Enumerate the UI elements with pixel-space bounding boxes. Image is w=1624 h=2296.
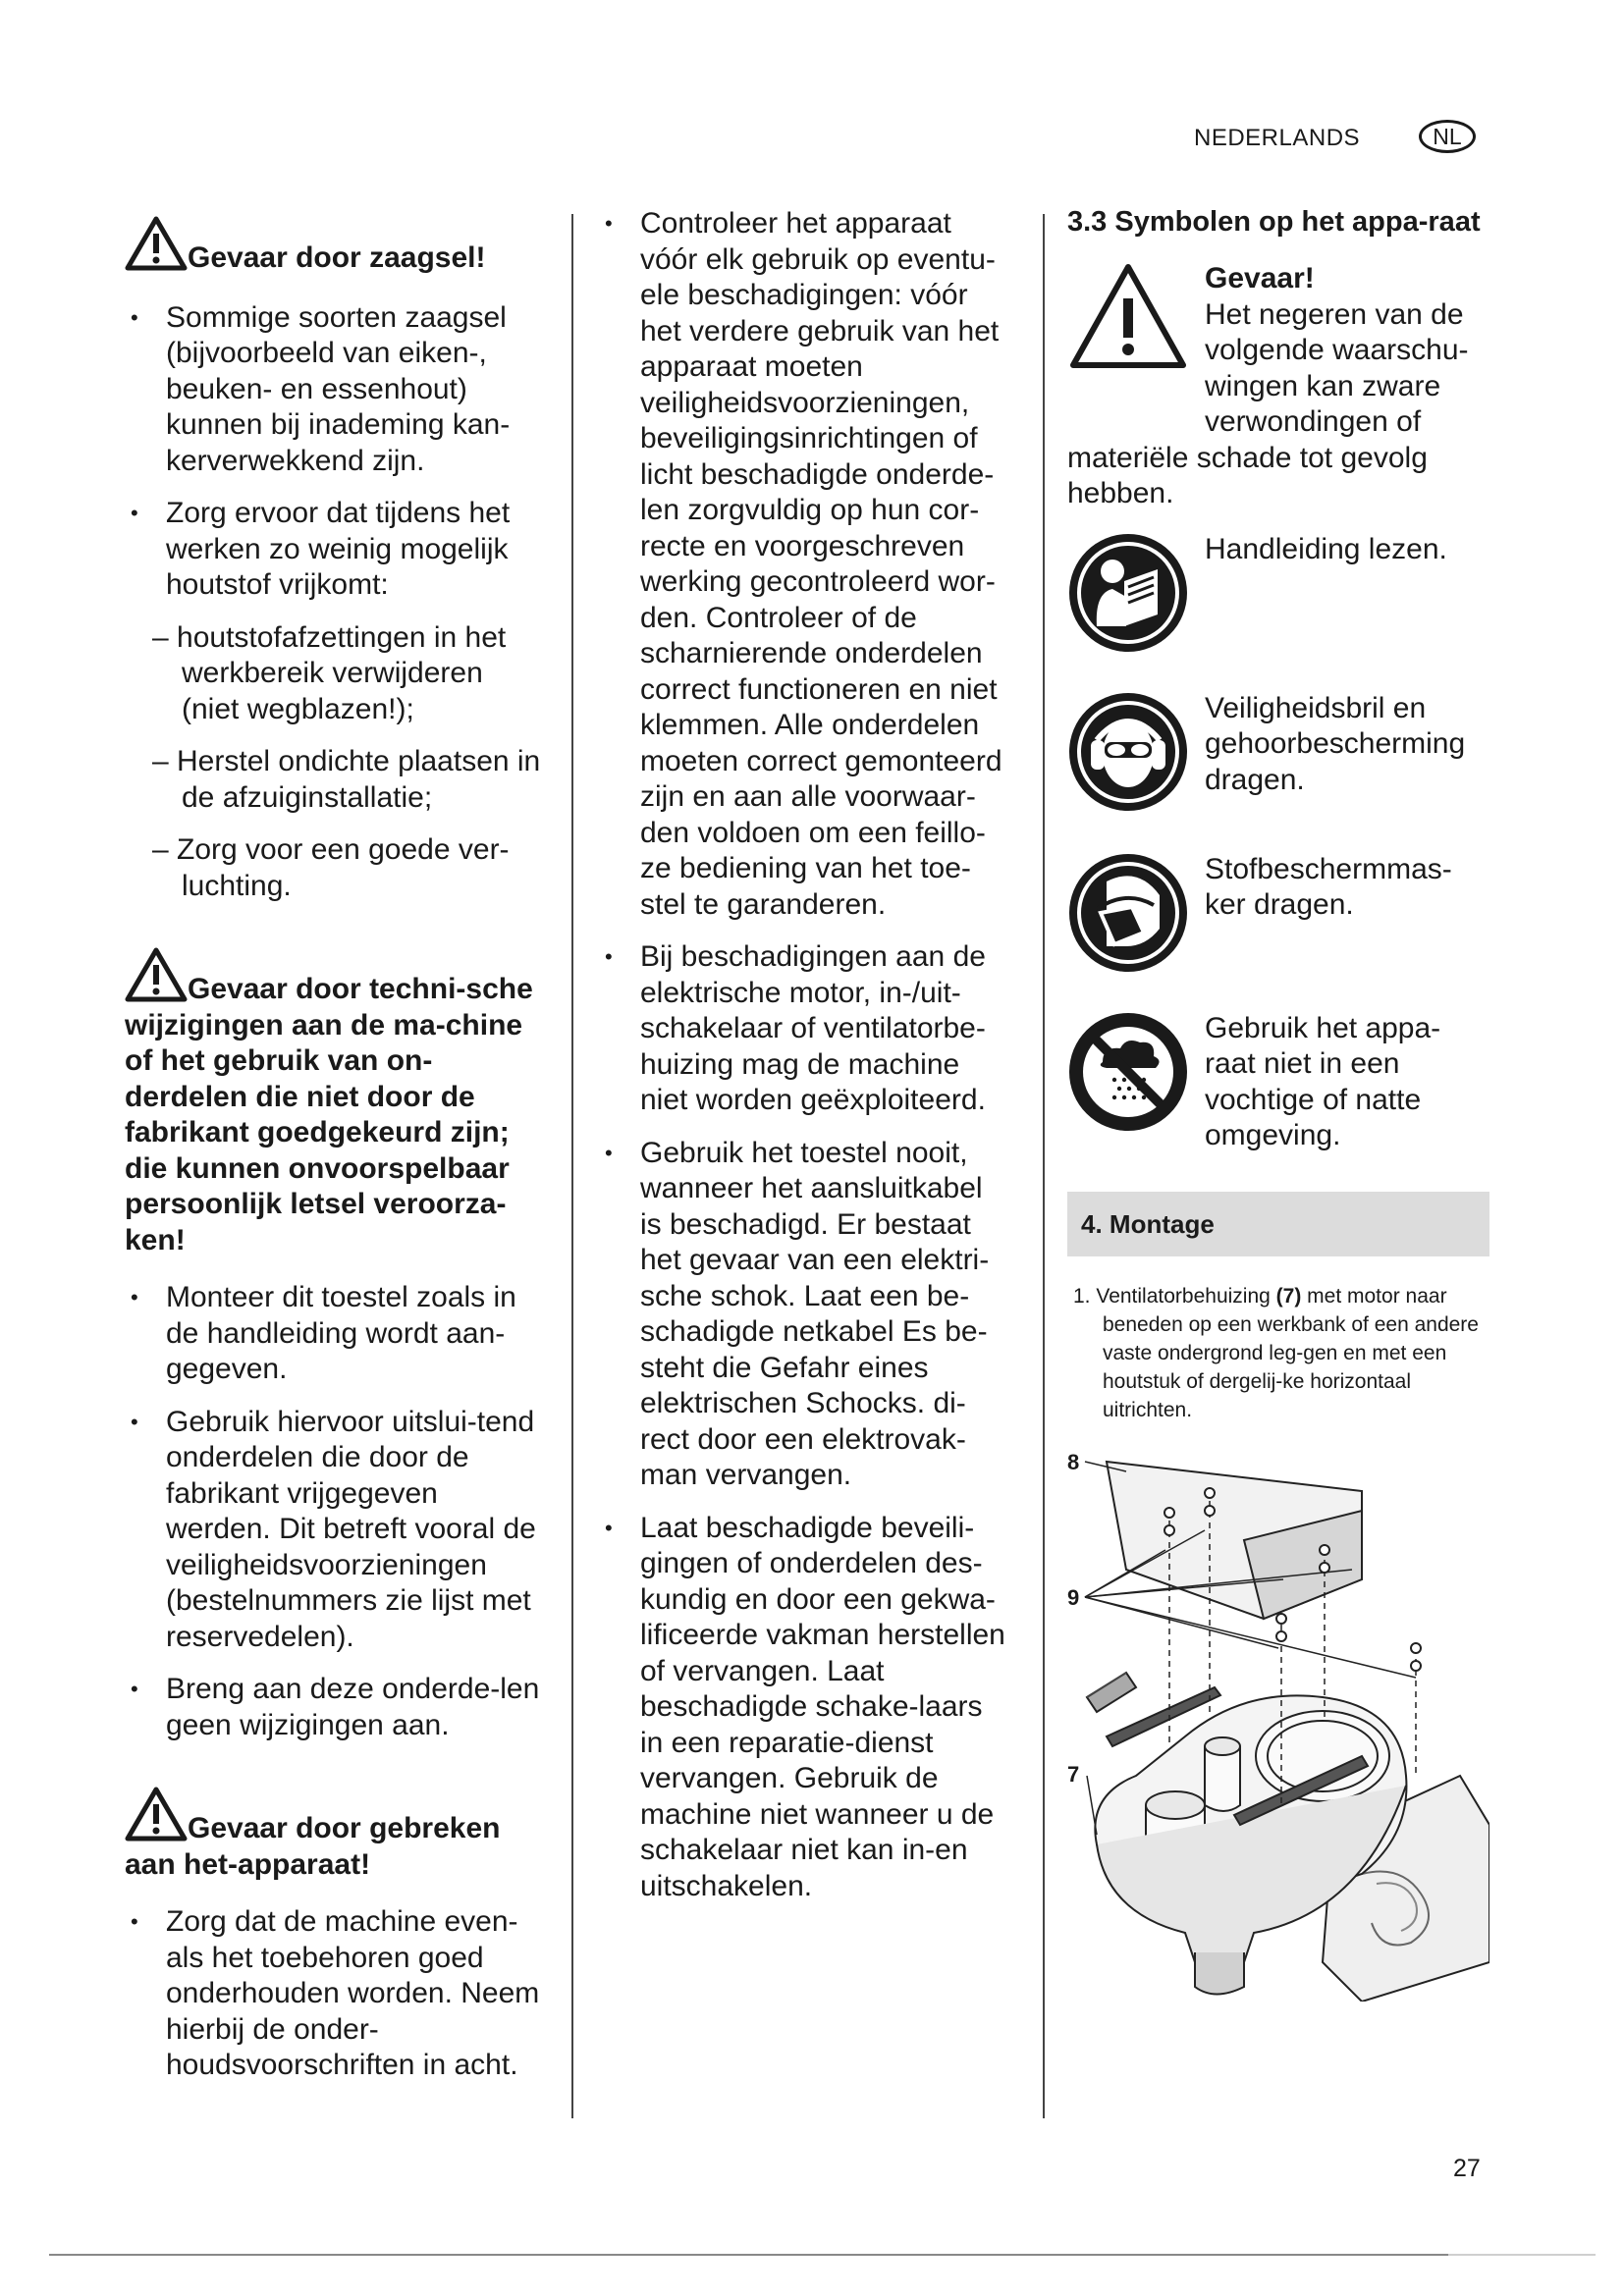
column-3	[1067, 206, 1489, 2002]
list-item: • Gebruik hiervoor uitslui-tend onderdelen die door de fabrikant vrijgegeven werden. Dit betreft vooral de veiligheidsvoorzieningen (bestelnummers zie lijst met reservedelen).	[125, 1405, 547, 1656]
warning-heading-modifications	[125, 947, 547, 1258]
dash-item: – houtstofafzettingen in het werkbereik verwijderen (niet wegblazen!);	[152, 620, 507, 725]
symbol-text: Handleiding lezen.	[1205, 532, 1447, 565]
warning-triangle-icon	[125, 216, 188, 271]
danger-title: Gevaar!	[1205, 262, 1315, 294]
list-item: • Sommige soorten zaagsel (bijvoorbeeld van eiken-, beuken- en essenhout) kunnen bij inademing kan-kerverwekkend zijn.	[125, 300, 547, 480]
warning-heading-sawdust	[125, 216, 547, 277]
step-prefix: 1. Ventilatorbehuizing	[1073, 1284, 1271, 1308]
symbol-row	[1067, 691, 1489, 813]
list-item: • Zorg ervoor dat tijdens het werken zo weinig mogelijk houtstof vrijkomt:	[125, 496, 547, 604]
language-badge: NL	[1419, 120, 1476, 153]
danger-text-continued: materiële schade tot gevolg hebben.	[1067, 441, 1428, 509]
dash-list	[125, 620, 547, 905]
manual-icon	[1067, 532, 1189, 654]
defects-list	[125, 1904, 547, 2084]
list-item: • Controleer het apparaat vóór elk gebruik op eventu-ele beschadigingen: vóór het verdere gebruik van het apparaat moeten veiligheidsvoorzieningen, beveiligingsinrichtingen of licht beschadigde onderde-len zorgvuldig op hun cor-recte en voorgeschreven werking gecontroleerd wor-den. Controleer of de scharnierende onderdelen correct functioneren en niet klemmen. Alle onderdelen moeten correct gemonteerd zijn en aan alle voorwaar-den voldoen om een feillo-ze bediening van het toe-stel te garanderen.	[599, 206, 1011, 923]
warning-title: Gevaar door zaagsel!	[188, 241, 486, 274]
page-number: 27	[1453, 2155, 1481, 2182]
symbol-row	[1067, 1011, 1489, 1154]
list-item: • Zorg dat de machine even-als het toebehoren goed onderhouden worden. Neem hierbij de onder-houdsvoorschriften in acht.	[125, 1904, 547, 2084]
dash-item: – Zorg voor een goede ver-luchting.	[152, 833, 510, 902]
symbol-text: Stofbeschermmas-ker dragen.	[1205, 852, 1452, 921]
step-reference: (7)	[1275, 1284, 1302, 1308]
dust-mask-icon	[1067, 852, 1189, 974]
warning-heading-defects	[125, 1787, 547, 1883]
danger-block	[1067, 261, 1489, 441]
footer-rule-faded	[1448, 2254, 1596, 2256]
warning-triangle-icon	[125, 1787, 188, 1842]
symbol-text: Gebruik het appa-raat niet in een vochtige of natte omgeving.	[1205, 1011, 1441, 1151]
list-item: • Laat beschadigde beveili-gingen of onderdelen des-kundig en door een gekwa-lificeerde vakman herstellen of vervangen. Laat beschadigde schake-laars in een reparatie-dienst vervangen. Gebruik de machine niet wanneer u de schakelaar niet kan in-en uitschakelen.	[599, 1511, 1011, 1905]
language-label: NEDERLANDS	[1194, 125, 1361, 151]
warning-title: Gevaar door gebreken aan het-apparaat!	[125, 1812, 501, 1881]
figure-label: 7	[1067, 1761, 1080, 1787]
section-title: 3.3 Symbolen op het appa-raat	[1067, 206, 1481, 238]
column-1	[125, 206, 547, 2084]
column-divider	[1043, 214, 1045, 2118]
figure-label: 9	[1067, 1584, 1080, 1610]
montage-step-1	[1067, 1282, 1489, 1424]
no-rain-icon	[1067, 1011, 1189, 1133]
column-2	[599, 206, 1011, 1904]
sawdust-list	[125, 300, 547, 604]
warning-title: Gevaar door techni-sche wijzigingen aan de ma-chine of het gebruik van on-derdelen die niet door de fabrikant goedgekeurd zijn; die kunnen onvoorspelbaar persoonlijk letsel veroorza-ken!	[125, 973, 533, 1256]
inspection-list	[599, 206, 1011, 1904]
column-divider	[571, 214, 573, 2118]
list-item: • Bij beschadigingen aan de elektrische motor, in-/uit-schakelaar of ventilatorbe-huizing mag de machine niet worden geëxploiteerd.	[599, 939, 1011, 1119]
warning-triangle-icon	[125, 947, 188, 1002]
dash-item: – Herstel ondichte plaatsen in de afzuiginstallatie;	[152, 745, 541, 814]
symbol-row	[1067, 532, 1489, 654]
assembly-figure	[1067, 1452, 1489, 2002]
list-item: • Monteer dit toestel zoals in de handleiding wordt aan-gegeven.	[125, 1280, 547, 1388]
list-item: • Breng aan deze onderde-len geen wijzigingen aan.	[125, 1672, 547, 1743]
montage-heading: 4. Montage	[1067, 1192, 1489, 1256]
list-item: • Gebruik het toestel nooit, wanneer het aansluitkabel is beschadigd. Er bestaat het gevaar van een elektri-sche schok. Laat een be-schadigde netkabel Es be-steht die Gefahr eines elektrischen Schocks. di-rect door een elektrovak-man vervangen.	[599, 1136, 1011, 1494]
step-text: met motor naar beneden op een werkbank of een andere vaste ondergrond leg-gen en met een houtstuk of dergelij-ke horizontaal uitrichten.	[1103, 1284, 1479, 1421]
modifications-list	[125, 1280, 547, 1743]
figure-label: 8	[1067, 1451, 1080, 1474]
danger-text: Het negeren van de volgende waarschu-wingen kan zware verwondingen of	[1205, 297, 1469, 438]
footer-rule	[49, 2254, 1448, 2256]
danger-triangle-icon	[1067, 261, 1189, 371]
symbol-text: Veiligheidsbril en gehoorbescherming dragen.	[1205, 691, 1466, 796]
symbol-row	[1067, 852, 1489, 974]
goggles-earmuffs-icon	[1067, 691, 1189, 813]
